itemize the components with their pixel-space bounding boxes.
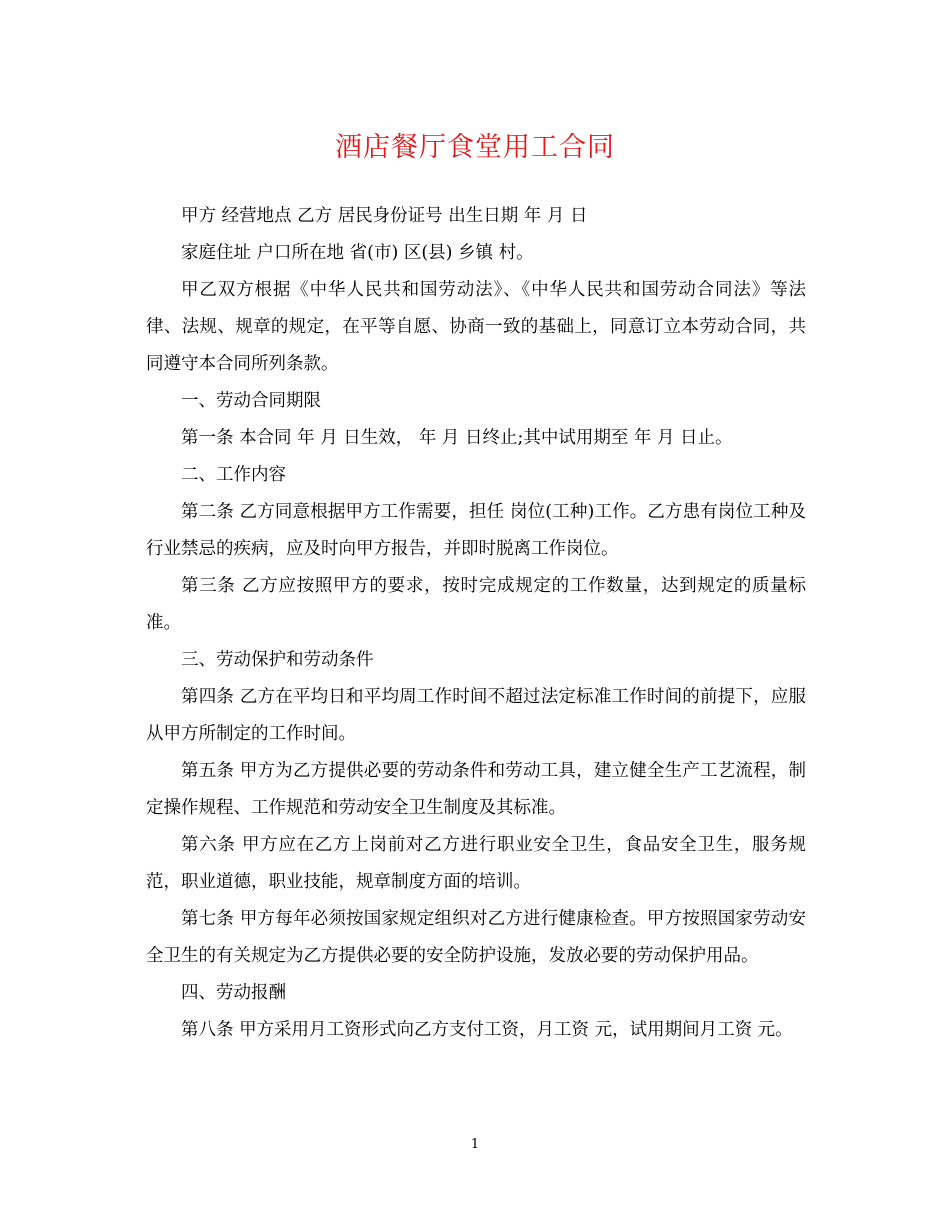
section-heading-term: 一、劳动合同期限 [181, 391, 321, 411]
article-8: 第八条 甲方采用月工资形式向乙方支付工资，月工资 元，试用期间月工资 元。 [181, 1020, 793, 1040]
section-heading-protection: 三、劳动保护和劳动条件 [181, 650, 374, 670]
page-number: 1 [470, 1137, 480, 1152]
document-title: 酒店餐厅食堂用工合同 [335, 132, 615, 163]
document-body [146, 198, 806, 1049]
section-heading-work-content: 二、工作内容 [181, 465, 286, 485]
section-heading-remuneration: 四、劳动报酬 [181, 983, 286, 1003]
paragraph-parties: 甲方 经营地点 乙方 居民身份证号 出生日期 年 月 日 [181, 206, 588, 226]
article-2: 第二条 乙方同意根据甲方工作需要，担任 岗位(工种)工作。乙方患有岗位工种及行业禁忌的疾病，应及时向甲方报告，并即时脱离工作岗位。 [146, 502, 806, 559]
paragraph-preamble: 甲乙双方根据《中华人民共和国劳动法》、《中华人民共和国劳动合同法》等法律、法规、规章的规定，在平等自愿、协商一致的基础上，同意订立本劳动合同，共同遵守本合同所列条款。 [146, 280, 806, 374]
paragraph-address: 家庭住址 户口所在地 省(市) 区(县) 乡镇 村。 [181, 243, 534, 263]
article-7: 第七条 甲方每年必须按国家规定组织对乙方进行健康检查。甲方按照国家劳动安全卫生的有关规定为乙方提供必要的安全防护设施，发放必要的劳动保护用品。 [146, 909, 806, 966]
article-3: 第三条 乙方应按照甲方的要求，按时完成规定的工作数量，达到规定的质量标准。 [146, 576, 806, 633]
article-4: 第四条 乙方在平均日和平均周工作时间不超过法定标准工作时间的前提下，应服从甲方所制定的工作时间。 [146, 687, 806, 744]
article-6: 第六条 甲方应在乙方上岗前对乙方进行职业安全卫生，食品安全卫生，服务规范，职业道德，职业技能，规章制度方面的培训。 [146, 835, 806, 892]
article-1: 第一条 本合同 年 月 日生效， 年 月 日终止;其中试用期至 年 月 日止。 [181, 428, 733, 448]
article-5: 第五条 甲方为乙方提供必要的劳动条件和劳动工具，建立健全生产工艺流程，制定操作规程、工作规范和劳动安全卫生制度及其标准。 [146, 761, 806, 818]
